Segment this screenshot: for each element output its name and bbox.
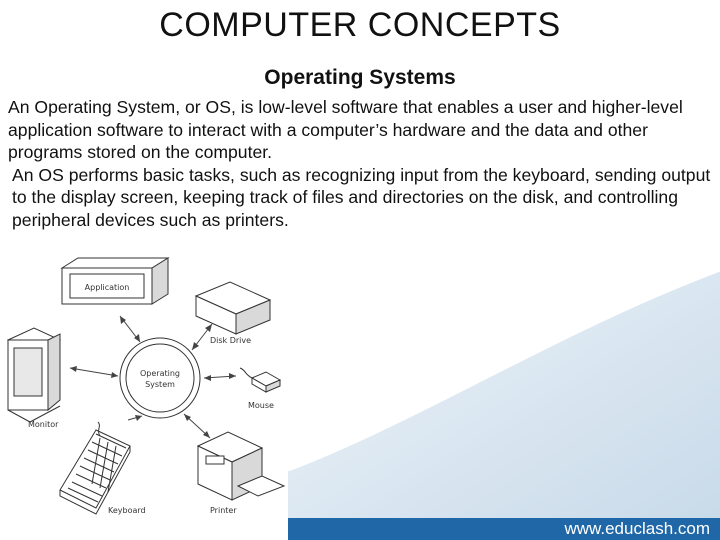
footer-bar — [288, 518, 720, 540]
keyboard-label: Keyboard — [108, 506, 146, 515]
footer-url[interactable]: www.educlash.com — [564, 519, 710, 538]
slide-title: COMPUTER CONCEPTS — [159, 6, 561, 44]
body-text — [8, 96, 714, 231]
slide-subtitle: Operating Systems — [264, 66, 456, 89]
printer-label: Printer — [210, 506, 237, 515]
os-label-line2: System — [145, 380, 175, 389]
mouse-icon — [240, 368, 280, 410]
paragraph-os-tasks: An OS performs basic tasks, such as recognizing input from the keyboard, sending output to the display screen, keeping track of files and directories on the disk, and controlling peripheral devices such as printers. — [12, 164, 711, 230]
os-diagram — [0, 250, 288, 540]
arrow-monitor-os — [70, 368, 118, 376]
os-diagram-drawing — [0, 250, 288, 540]
application-label: Application — [84, 283, 130, 292]
monitor-label: Monitor — [28, 420, 59, 429]
operating-system-circle-icon — [120, 338, 200, 418]
disk-drive-icon — [196, 282, 270, 345]
printer-icon — [198, 432, 284, 515]
keyboard-icon — [60, 422, 146, 515]
disk-drive-label: Disk Drive — [210, 336, 252, 345]
paragraph-os-definition: An Operating System, or OS, is low-level software that enables a user and higher-level application software to interact with a computer’s hardware and the data and other programs stored on the computer. — [8, 97, 683, 162]
os-label-line1: Operating — [140, 369, 180, 378]
mouse-label: Mouse — [248, 401, 274, 410]
application-box-icon — [62, 258, 168, 304]
monitor-icon — [8, 328, 60, 429]
